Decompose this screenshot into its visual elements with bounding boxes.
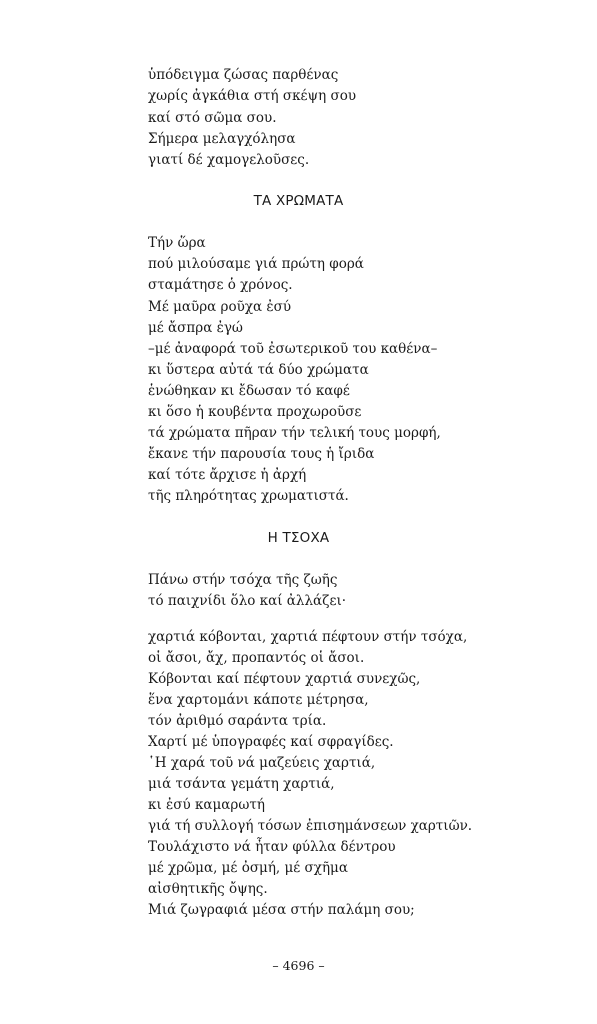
poem-line: Μιά ζωγραφιά μέσα στήν παλάμη σου; — [148, 902, 415, 918]
poem-line: χωρίς ἀγκάθια στή σκέψη σου — [148, 88, 357, 104]
poem-line: γιατί δέ χαμογελοῦσες. — [148, 152, 310, 168]
poem-line: τῆς πληρότητας χρωματιστά. — [148, 488, 349, 504]
poem-line: Σήμερα μελαγχόλησα — [148, 131, 296, 147]
poem-line: ἕνα χαρτομάνι κάποτε μέτρησα, — [148, 692, 369, 708]
poem-line: καί τότε ἄρχισε ἡ ἀρχή — [148, 467, 307, 483]
poem-line: τό παιχνίδι ὅλο καί ἀλλάζει· — [148, 593, 347, 609]
poem-line: μέ χρῶμα, μέ ὀσμή, μέ σχῆμα — [148, 860, 348, 876]
poem-line: Χαρτί μέ ὑπογραφές καί σφραγίδες. — [148, 734, 394, 750]
poem-line: κι ὕστερα αὐτά τά δύο χρώματα — [148, 362, 369, 378]
poem-line: ῾Η χαρά τοῦ νά μαζεύεις χαρτιά, — [148, 755, 376, 771]
poem-line: ἑνώθηκαν κι ἔδωσαν τό καφέ — [148, 383, 350, 399]
poem-line: μέ ἄσπρα ἐγώ — [148, 320, 243, 336]
poem-title: ΤΑ ΧΡΩΜΑΤΑ — [253, 193, 344, 209]
poem-line: γιά τή συλλογή τόσων ἐπισημάνσεων χαρτιῶν. — [148, 818, 473, 834]
poem-line: αἰσθητικῆς ὄψης. — [148, 881, 268, 897]
poem-line: πού μιλούσαμε γιά πρώτη φορά — [148, 256, 364, 272]
poem-title: Η ΤΣΟΧΑ — [267, 530, 330, 546]
poem-line: τόν ἀριθμό σαράντα τρία. — [148, 713, 327, 729]
poem-line: Πάνω στήν τσόχα τῆς ζωῆς — [148, 572, 338, 588]
poem-line: κι ὅσο ἡ κουβέντα προχωροῦσε — [148, 404, 362, 420]
poem-line: σταμάτησε ὁ χρόνος. — [148, 277, 293, 293]
poem-line: –μέ ἀναφορά τοῦ ἐσωτερικοῦ του καθένα– — [148, 341, 438, 357]
poem-line: ὑπόδειγμα ζώσας παρθένας — [148, 67, 339, 83]
poem-line: ἔκανε τήν παρουσία τους ἡ ἴριδα — [148, 446, 375, 462]
poem-line: Τουλάχιστο νά ἦταν φύλλα δέντρου — [148, 839, 396, 855]
poem-line: κι ἐσύ καμαρωτή — [148, 797, 265, 813]
poem-line: οἱ ἄσοι, ἄχ, προπαντός οἱ ἄσοι. — [148, 650, 365, 666]
page-number: – 4696 – — [272, 958, 325, 973]
poem-line: χαρτιά κόβονται, χαρτιά πέφτουν στήν τσόχα, — [148, 629, 468, 645]
poem-line: Κόβονται καί πέφτουν χαρτιά συνεχῶς, — [148, 671, 421, 687]
poem-line: τά χρώματα πῆραν τήν τελική τους μορφή, — [148, 425, 441, 441]
poem-line: Τήν ὥρα — [148, 235, 206, 251]
poem-line: Μέ μαῦρα ροῦχα ἐσύ — [148, 299, 292, 315]
poem-line: μιά τσάντα γεμάτη χαρτιά, — [148, 776, 335, 792]
poem-line: καί στό σῶμα σου. — [148, 110, 277, 126]
